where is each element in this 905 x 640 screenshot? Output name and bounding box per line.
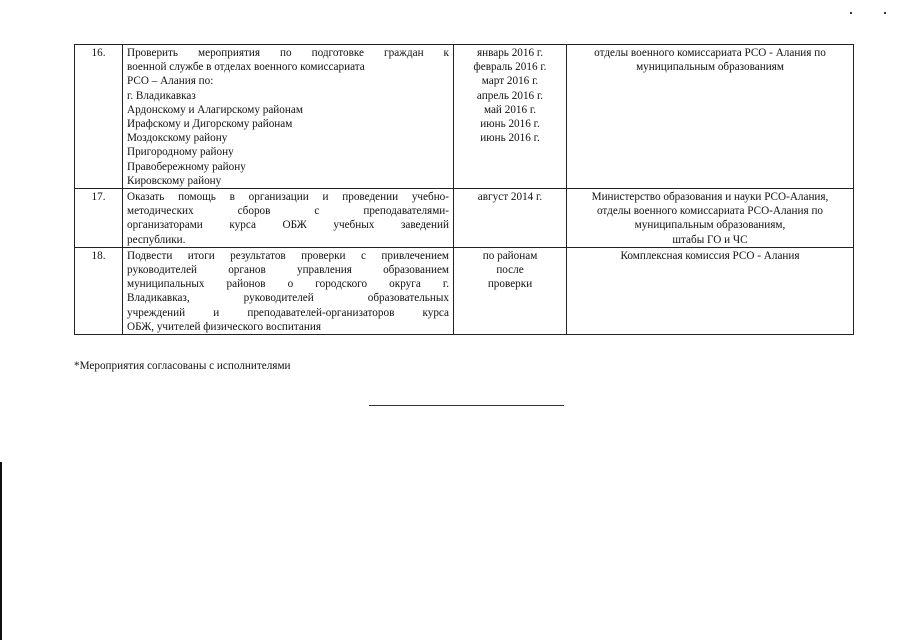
task-line: Правобережному району — [127, 160, 246, 173]
row-number: 17. — [75, 189, 123, 248]
dates-cell — [454, 247, 567, 334]
task-line: Владикавказ, руководителей образовательных — [127, 292, 449, 305]
task-line: г. Владикавказ — [127, 89, 196, 102]
date-line: июнь 2016 г. — [480, 132, 540, 145]
row-number: 18. — [75, 247, 123, 334]
date-line: июнь 2016 г. — [480, 118, 540, 131]
task-line: Ардонскому и Алагирскому районам — [127, 103, 303, 116]
task-cell — [123, 247, 454, 334]
responsible-line: отделы военного комиссариата РСО - Алания по — [594, 47, 826, 59]
table-row — [75, 247, 854, 334]
date-line: апрель 2016 г. — [476, 89, 544, 102]
scan-speck — [850, 12, 852, 14]
date-line: по районам — [482, 249, 538, 262]
task-line: РСО – Алания по: — [127, 75, 214, 88]
date-line: январь 2016 г. — [476, 47, 544, 59]
row-number: 16. — [75, 45, 123, 189]
date-line: август 2014 г. — [477, 191, 543, 204]
task-line: руководителей органов управления образованием — [127, 264, 449, 277]
task-line: республики. — [127, 233, 186, 246]
dates-cell — [454, 45, 567, 189]
responsible-cell — [567, 189, 854, 248]
responsible-line: Министерство образования и науки РСО-Алания, — [591, 191, 829, 204]
task-line: методических сборов с преподавателями- — [127, 205, 449, 218]
task-line: ОБЖ, учителей физического воспитания — [127, 320, 322, 333]
scan-edge-mark — [0, 462, 2, 640]
task-line: Кировскому району — [127, 174, 222, 187]
date-line: после — [496, 264, 524, 277]
date-line: проверки — [487, 278, 533, 291]
date-line: февраль 2016 г. — [473, 61, 547, 74]
responsible-line: отделы военного комиссариата РСО-Алания по — [596, 205, 824, 218]
table-row — [75, 45, 854, 189]
responsible-line: муниципальным образованиям, — [634, 219, 786, 232]
task-line: Оказать помощь в организации и проведении учебно- — [127, 191, 449, 204]
task-line: Ирафскому и Дигорскому районам — [127, 118, 293, 131]
plan-table — [74, 44, 854, 335]
task-line: Проверить мероприятия по подготовке граждан к — [127, 47, 449, 59]
footnote: *Мероприятия согласованы с исполнителями — [74, 360, 291, 372]
date-line: март 2016 г. — [481, 75, 539, 88]
dates-cell — [454, 189, 567, 248]
task-cell — [123, 45, 454, 189]
table-row — [75, 189, 854, 248]
scan-speck — [884, 12, 886, 14]
task-line: учреждений и преподавателей-организаторов курса — [127, 306, 449, 319]
date-line: май 2016 г. — [483, 103, 537, 116]
responsible-cell — [567, 247, 854, 334]
task-cell — [123, 189, 454, 248]
responsible-line: Комплексная комиссия РСО - Алания — [620, 249, 800, 262]
task-line: военной службе в отделах военного комиссариата — [127, 61, 365, 74]
responsible-line: муниципальным образованиям — [636, 61, 784, 74]
task-line: Пригородному району — [127, 146, 234, 159]
task-line: Моздокскому району — [127, 132, 228, 145]
task-line: муниципальных районов о городского округа г. — [127, 278, 449, 291]
task-line: Подвести итоги результатов проверки с привлечением — [127, 249, 449, 262]
responsible-cell — [567, 45, 854, 189]
separator-line — [369, 405, 564, 406]
responsible-line: штабы ГО и ЧС — [672, 233, 748, 246]
task-line: организаторами курса ОБЖ учебных заведений — [127, 219, 449, 232]
